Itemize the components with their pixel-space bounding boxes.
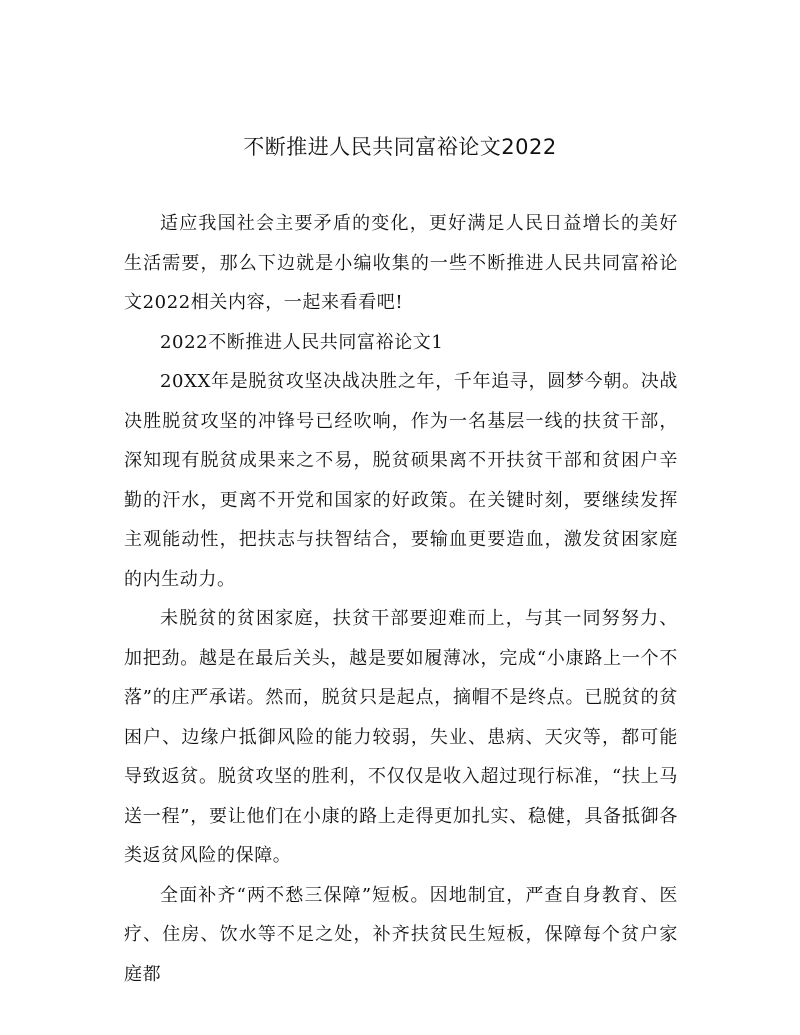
paragraph-2: 未脱贫的贫困家庭，扶贫干部要迎难而上，与其一同努努力、加把劲。越是在最后关头，越是要如履薄冰，完成“小康路上一个不落”的庄严承诺。然而，脱贫只是起点，摘帽不是终点。已脱贫的贫困户、边缘户抵御风险的能力较弱，失业、患病、天灾等，都可能导致返贫。脱贫攻坚的胜利，不仅仅是收入超过现行标准，“扶上马送一程”，要让他们在小康的路上走得更加扎实、稳健，具备抵御各类返贫风险的保障。 [124,608,678,866]
paragraph-3: 全面补齐“两不愁三保障”短板。因地制宜，严查自身教育、医疗、住房、饮水等不足之处，补齐扶贫民生短板，保障每个贫户家庭都 [124,884,678,985]
section-heading: 2022不断推进人民共同富裕论文1 [160,331,444,353]
document-body [124,204,678,994]
paragraph-1: 20XX年是脱贫攻坚决战决胜之年，千年追寻，圆梦今朝。决战决胜脱贫攻坚的冲锋号已经吹响，作为一名基层一线的扶贫干部，深知现有脱贫成果来之不易，脱贫硕果离不开扶贫干部和贫困户辛勤的汗水，更离不开党和国家的好政策。在关键时刻，要继续发挥主观能动性，把扶志与扶智结合，要输血更要造血，激发贫困家庭的内生动力。 [124,371,678,590]
paragraph-intro: 适应我国社会主要矛盾的变化，更好满足人民日益增长的美好生活需要，那么下边就是小编收集的一些不断推进人民共同富裕论文2022相关内容，一起来看看吧! [124,213,678,313]
document-title: 不断推进人民共同富裕论文2022 [243,135,557,159]
